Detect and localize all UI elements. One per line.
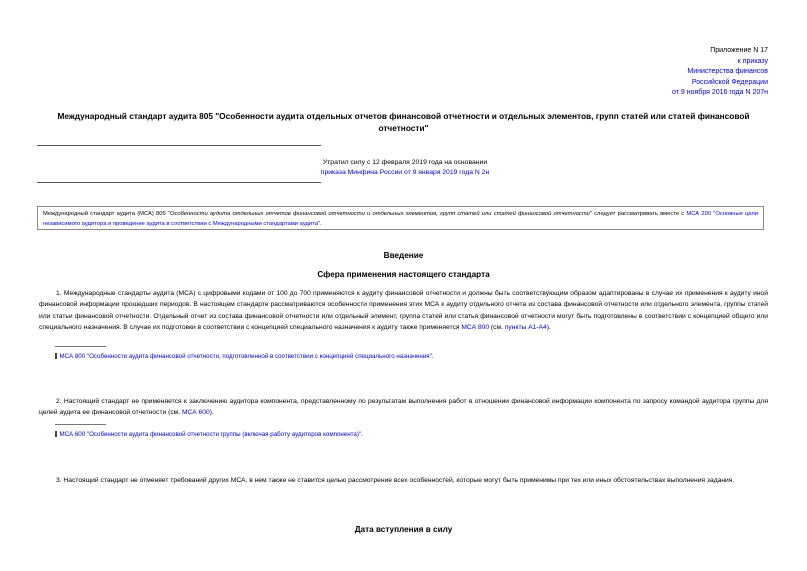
- appendix-reference: [508, 46, 768, 99]
- repeal-order-link[interactable]: приказа Минфина России от 9 января 2019 года N 2н: [320, 169, 490, 176]
- isa-800-link[interactable]: МСА 800: [461, 323, 490, 331]
- isa-600-link[interactable]: МСА 600: [181, 409, 210, 417]
- federation-link[interactable]: Российской Федерации: [691, 78, 768, 86]
- paragraph-2-end: ).: [209, 409, 214, 417]
- paragraph-3-text: 3. Настоящий стандарт не отменяет требований других МСА, в нем также не ставится целью рассмотрение всех особенностей, которые могут быть применимы при тех или иных обстоятельствах выполнения задания.: [56, 477, 735, 484]
- note-standard-title: "Особенности аудита отдельных отчетов финансовой отчетности и отдельных элементов, групп статей или статей финансовой отчетности": [167, 211, 592, 217]
- footnote-1-end: .: [431, 353, 434, 360]
- note-text: Международный стандарт аудита (МСА) 805: [43, 211, 168, 217]
- effective-date-heading: Дата вступления в силу: [354, 525, 453, 534]
- paragraph-3: [39, 475, 768, 486]
- footnote-2-rule: [55, 424, 106, 425]
- expired-notice: [240, 158, 570, 178]
- footnote-isa-600-link[interactable]: МСА 600 "Особенности аудита финансовой отчетности группы (включая работу аудиторов компонента)": [59, 431, 362, 438]
- points-a1-a4-link[interactable]: пункты A1-A4: [504, 323, 547, 331]
- footnote-1-rule: [55, 346, 106, 347]
- paragraph-1-end: ).: [546, 323, 551, 331]
- footnote-1: [55, 352, 434, 362]
- appendix-number: Приложение N 17: [710, 47, 768, 54]
- scope-heading: Сфера применения настоящего стандарта: [317, 270, 490, 279]
- footnote-2-end: .: [361, 431, 363, 438]
- note-end: .: [320, 221, 322, 227]
- top-rule: [37, 145, 321, 146]
- expired-text: Утратил силу с 12 февраля 2019 года на основании: [322, 159, 488, 166]
- paragraph-2: [39, 396, 768, 419]
- note-box: [37, 206, 764, 230]
- order-date-link[interactable]: от 9 ноября 2016 года N 207н: [672, 89, 768, 97]
- intro-heading: Введение: [383, 251, 424, 260]
- footnote-marker-icon: [55, 431, 57, 437]
- ministry-link[interactable]: Министерства финансов: [687, 68, 768, 76]
- paragraph-2-text: 2. Настоящий стандарт не применяется к заключению аудитора компонента, представленному по результатам выполнения работ в отношении финансовой информации компонента по запросу командой аудитора группы для целей аудита ее финансовой отчетности (см.: [39, 398, 768, 417]
- footnote-isa-800-link[interactable]: МСА 800 "Особенности аудита финансовой отчетности, подготовленной в соответствии с концепцией специального назначения": [59, 353, 432, 360]
- paragraph-1-text: 1. Международные стандарты аудита (МСА) с цифровыми кодами от 100 до 700 применяются к аудиту финансовой отчетности и должны быть соответствующим образом адаптированы в случае их применения к аудиту иной финансовой информации прошедших периодов. В настоящем стандарте рассматриваются особенности применения этих МСА к аудиту отдельного отчета из состава финансовой отчетности или отдельного элемента, группы статей или статьи финансовой отчетности. Отдельный отчет из состава финансовой отчетности или отдельный элемент, группа статей или статья финансовой отчетности могут быть подготовлены в соответствии с концепцией общего или специального назначения. В случае их подготовки в соответствии с концепцией специального назначения к аудиту также применяется: [39, 290, 768, 331]
- paragraph-1-mid: (см.: [489, 323, 505, 331]
- order-link[interactable]: к приказу: [737, 57, 768, 65]
- footnote-2: [55, 430, 363, 440]
- footnote-marker-icon: [55, 353, 57, 359]
- bottom-rule: [37, 182, 321, 183]
- paragraph-1: [39, 288, 768, 333]
- note-text-after: следует рассматривать вместе с: [591, 211, 687, 217]
- isa-200-link[interactable]: МСА 200 "Основные цели независимого аудитора и проведение аудита в соответствии с Международными стандартами аудита": [43, 211, 758, 227]
- document-title: Международный стандарт аудита 805 "Особенности аудита отдельных отчетов финансовой отчетности и отдельных элементов, групп статей или статей финансовой отчетности": [57, 111, 750, 133]
